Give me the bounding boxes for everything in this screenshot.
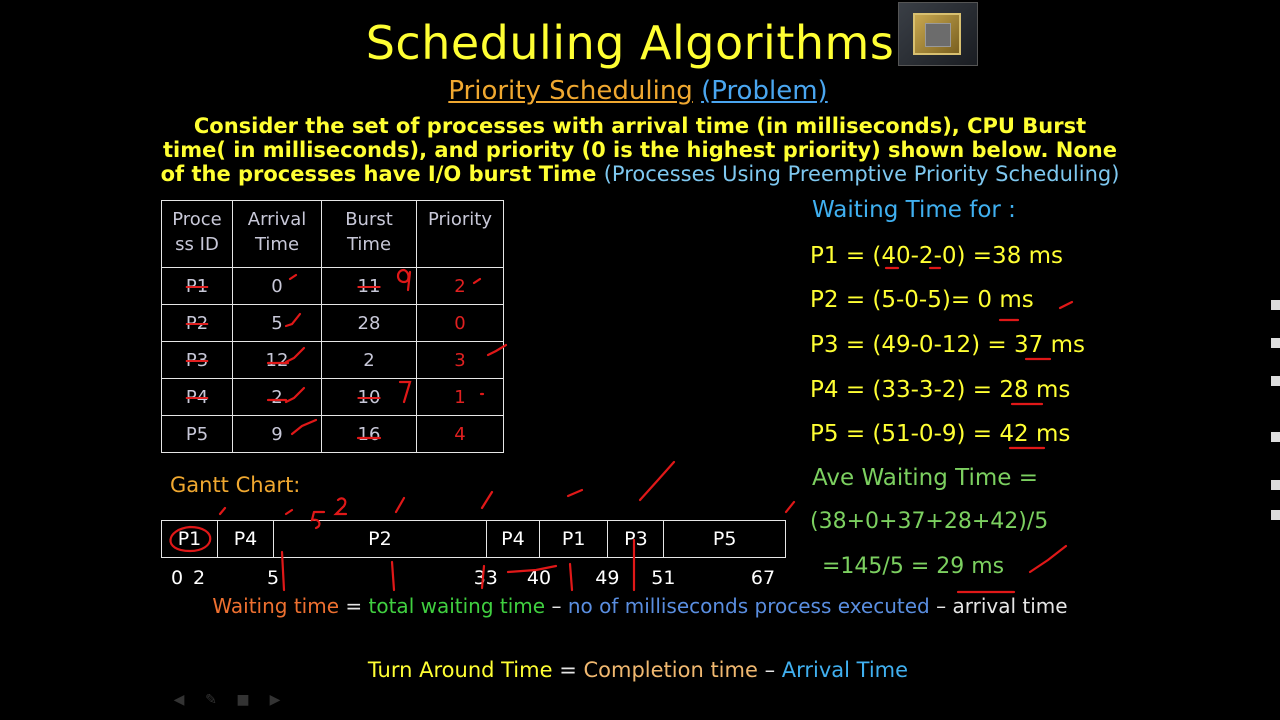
total-waiting-time-term: total waiting time [368, 594, 546, 618]
table-row [162, 268, 504, 305]
arrival-time: 5 [233, 305, 322, 342]
completion-time-term: Completion time [583, 658, 758, 682]
edge-marks [1271, 300, 1280, 520]
priority: 0 [417, 305, 504, 342]
problem-statement-note: (Processes Using Preemptive Priority Scheduling) [603, 162, 1120, 186]
gantt-tick-label: 5 [266, 567, 280, 589]
ink-tick [640, 462, 674, 500]
ink-divider [392, 562, 394, 590]
edge-mark [1271, 480, 1280, 490]
gantt-segment: P5 [663, 520, 786, 558]
average-waiting-time-heading: Ave Waiting Time = [812, 465, 1038, 491]
ink-tick [286, 510, 292, 514]
ink-tick [396, 498, 404, 512]
table-row [162, 379, 504, 416]
header-arrival-time: Arrival Time [233, 201, 322, 268]
burst-time: 11 [322, 268, 417, 305]
edge-mark [1271, 510, 1280, 520]
subtitle-main: Priority Scheduling [448, 76, 693, 106]
subtitle-paren: (Problem) [701, 76, 828, 106]
process-table-header-row [162, 201, 504, 268]
priority: 4 [417, 416, 504, 453]
executed-ms-term: no of milliseconds process executed [567, 594, 930, 618]
priority: 1 [417, 379, 504, 416]
ink-tick [568, 490, 582, 496]
previous-slide-icon[interactable]: ◀ [173, 692, 185, 708]
arrival-time: 9 [233, 416, 322, 453]
pen-icon[interactable]: ✎ [205, 692, 217, 708]
arrival-time: 2 [233, 379, 322, 416]
arrival-time: 0 [233, 268, 322, 305]
gantt-tick-label: 2 [192, 567, 206, 589]
process-id: P1 [162, 268, 233, 305]
subtitle [0, 76, 1276, 106]
header-burst-time: Burst Time [322, 201, 417, 268]
edge-mark [1271, 432, 1280, 442]
waiting-time-heading: Waiting Time for : [812, 197, 1016, 223]
slides-menu-icon[interactable]: ■ [236, 692, 250, 708]
minus-sign: – [929, 594, 953, 618]
edge-mark [1271, 376, 1280, 386]
ink-check [1060, 302, 1072, 308]
average-waiting-time-formula: (38+0+37+28+42)/5 [810, 509, 1049, 534]
burst-time: 2 [322, 342, 417, 379]
burst-time: 10 [322, 379, 417, 416]
process-id: P2 [162, 305, 233, 342]
process-id: P5 [162, 416, 233, 453]
gantt-segment: P4 [217, 520, 274, 558]
header-process-id: Proce ss ID [162, 201, 233, 268]
process-id: P4 [162, 379, 233, 416]
table-row [162, 305, 504, 342]
waiting-time-definition [150, 594, 1130, 619]
arrival-time: 12 [233, 342, 322, 379]
problem-statement [160, 114, 1120, 186]
gantt-tick-label: 0 [170, 567, 184, 589]
waiting-time-p3: P3 = (49-0-12) = 37 ms [810, 332, 1085, 358]
gantt-tick-label: 49 [595, 567, 620, 589]
gantt-segment: P2 [273, 520, 487, 558]
gantt-tick-label: 51 [651, 567, 676, 589]
cpu-chip-image [898, 2, 978, 66]
minus-sign: – [757, 658, 782, 682]
problem-statement-text: Consider the set of processes with arrival time (in milliseconds), CPU Burst time( in milliseconds), and priority (0 is the highest priority) shown below. None of the processes have I/O burst Time [160, 114, 1117, 186]
page-title: Scheduling Algorithms [365, 16, 895, 70]
waiting-time-p1: P1 = (40-2-0) =38 ms [810, 243, 1064, 269]
gantt-tick-label: 33 [473, 567, 498, 589]
gantt-segment: P1 [161, 520, 218, 558]
ink-two [336, 498, 346, 514]
table-row [162, 342, 504, 379]
burst-time: 16 [322, 416, 417, 453]
arrival-time-term: Arrival Time [781, 658, 909, 682]
equals-sign: = [552, 658, 584, 682]
header-priority: Priority [417, 201, 504, 268]
gantt-segment: P1 [539, 520, 608, 558]
gantt-tick-label: 40 [526, 567, 552, 589]
ink-divider [570, 564, 572, 590]
priority: 2 [417, 268, 504, 305]
cpu-chip-die [925, 23, 951, 47]
next-slide-icon[interactable]: ▶ [269, 692, 281, 708]
gantt-segment: P4 [486, 520, 540, 558]
ink-tick [786, 502, 794, 512]
gantt-chart [161, 520, 785, 558]
waiting-time-p5: P5 = (51-0-9) = 42 ms [810, 421, 1071, 447]
equals-sign: = [339, 594, 369, 618]
ink-tick [220, 508, 225, 514]
minus-sign: – [545, 594, 568, 618]
waiting-time-p4: P4 = (33-3-2) = 28 ms [810, 377, 1071, 403]
average-waiting-time-result: =145/5 = 29 ms [822, 554, 1005, 579]
edge-mark [1271, 338, 1280, 348]
gantt-tick-label: 67 [750, 567, 776, 589]
turnaround-time-term: Turn Around Time [367, 658, 553, 682]
burst-time: 28 [322, 305, 417, 342]
ink-check [1030, 546, 1066, 572]
gantt-chart-label: Gantt Chart: [170, 473, 301, 497]
arrival-time-term: arrival time [952, 594, 1068, 618]
gantt-segment: P3 [607, 520, 664, 558]
slide-navigation [168, 692, 286, 708]
turnaround-time-definition [0, 658, 1276, 682]
process-table [161, 200, 504, 453]
priority: 3 [417, 342, 504, 379]
ink-tick [482, 492, 492, 508]
process-id: P3 [162, 342, 233, 379]
waiting-time-term: Waiting time [212, 594, 340, 618]
table-row [162, 416, 504, 453]
edge-mark [1271, 300, 1280, 310]
waiting-time-p2: P2 = (5-0-5)= 0 ms [810, 287, 1034, 313]
